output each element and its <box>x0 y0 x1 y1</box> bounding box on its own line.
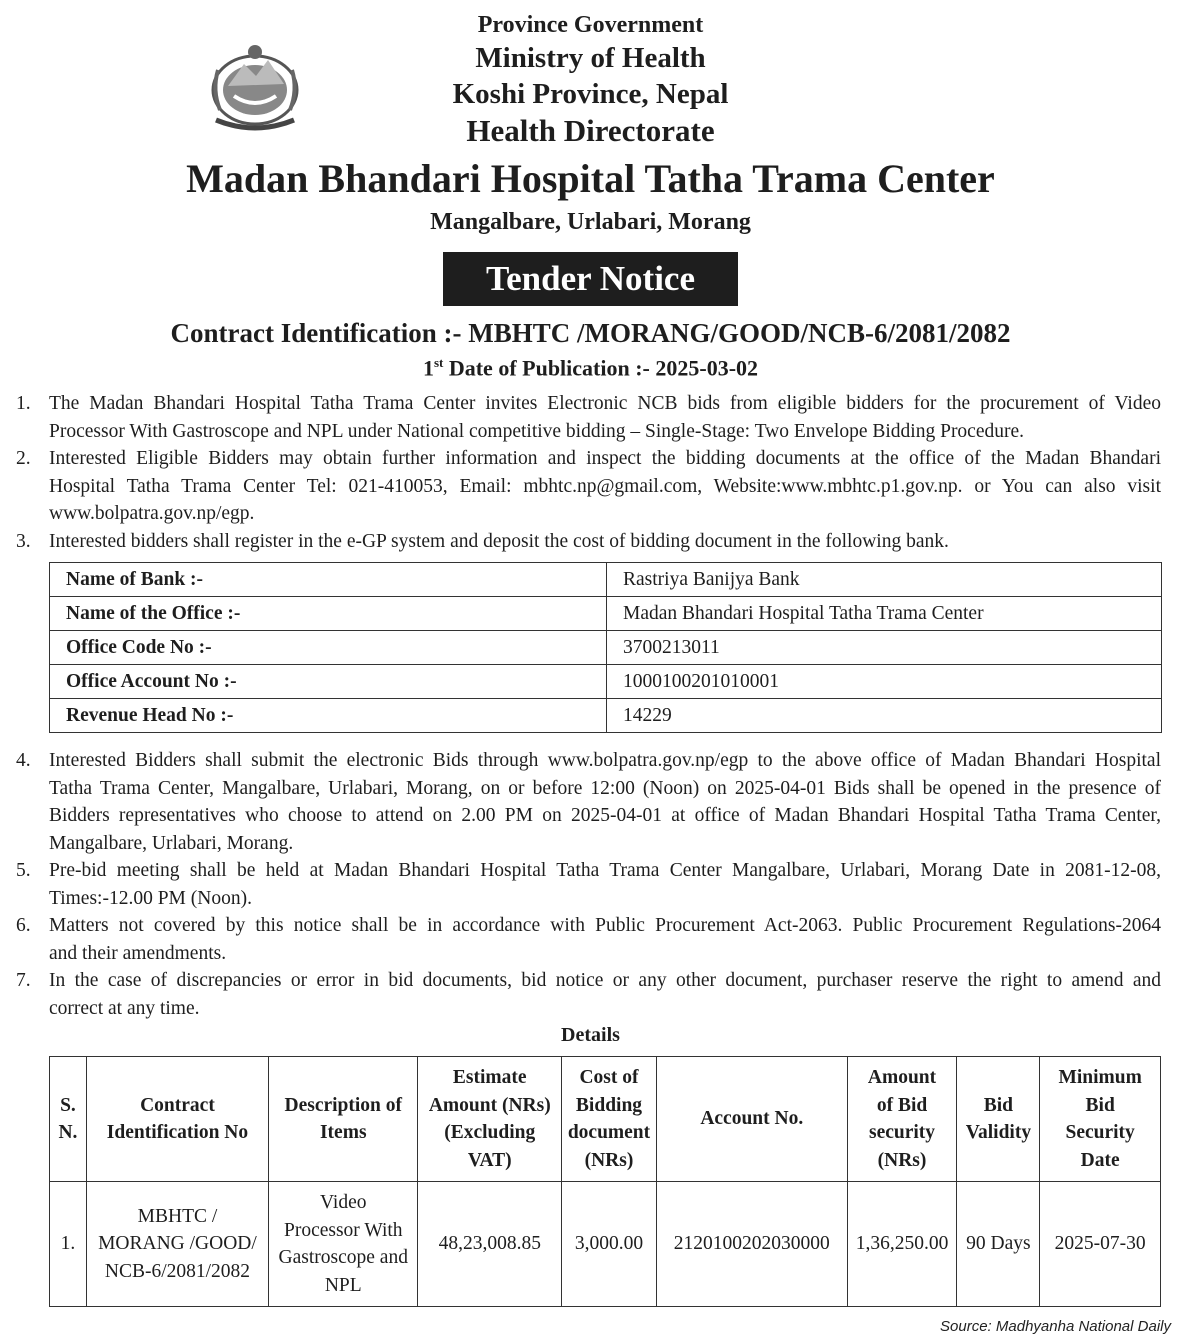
bank-table-row <box>50 631 1162 665</box>
details-column-header: S. N. <box>50 1057 87 1182</box>
province-heading: Koshi Province, Nepal <box>452 78 729 110</box>
details-column-header: Cost of Bidding document (NRs) <box>562 1057 657 1182</box>
province-government-heading: Province Government <box>477 12 704 38</box>
details-cell: 1,36,250.00 <box>847 1182 957 1307</box>
bank-field-value: 14229 <box>607 699 1162 733</box>
bank-field-label: Office Account No :- <box>50 665 607 699</box>
source-credit: Source: Madhyanha National Daily <box>940 1318 1171 1335</box>
bank-table-row <box>50 665 1162 699</box>
details-cell: Video Processor With Gastroscope and NPL <box>269 1182 418 1307</box>
details-column-header: Contract Identification No <box>86 1057 268 1182</box>
tender-notice-title: Tender Notice <box>443 252 738 306</box>
item-text <box>49 857 1161 912</box>
bank-field-label: Revenue Head No :- <box>50 699 607 733</box>
details-cell: MBHTC / MORANG /GOOD/ NCB-6/2081/2082 <box>86 1182 268 1307</box>
bank-table-row <box>50 597 1162 631</box>
details-cell: 1. <box>50 1182 87 1307</box>
bank-table-row <box>50 563 1162 597</box>
item-text <box>49 912 1161 967</box>
details-cell: 48,23,008.85 <box>418 1182 562 1307</box>
item-text-line: Interested bidders shall register in the e-GP system and deposit the cost of bidding document in the following bank. <box>49 531 949 552</box>
details-column-header: Estimate Amount (NRs) (Excluding VAT) <box>418 1057 562 1182</box>
directorate-heading: Health Directorate <box>466 113 715 148</box>
bank-field-value: Rastriya Banijya Bank <box>607 563 1162 597</box>
publication-date-line: 1st Date of Publication :- 2025-03-02 <box>422 355 759 381</box>
item-text-line: The Madan Bhandari Hospital Tatha Trama Center invites Electronic NCB bids from eligible bidders for the procurement of Video <box>49 393 1161 414</box>
bank-field-label: Name of Bank :- <box>50 563 607 597</box>
item-number: 6. <box>16 915 31 936</box>
item-text-line: correct at any time. <box>49 997 200 1019</box>
item-number: 1. <box>16 393 31 414</box>
item-text <box>49 528 1161 556</box>
item-text-line: Interested Eligible Bidders may obtain further information and inspect the bidding documents at the office of the Madan Bhandari <box>49 448 1161 469</box>
item-number: 2. <box>16 448 31 469</box>
item-number: 7. <box>16 970 31 991</box>
details-title: Details <box>561 1024 620 1046</box>
item-text <box>49 967 1161 1022</box>
hospital-name: Madan Bhandari Hospital Tatha Trama Center <box>186 156 995 201</box>
details-column-header: Description of Items <box>269 1057 418 1182</box>
item-text-line: www.bolpatra.gov.np/egp. <box>49 503 255 524</box>
bank-field-value: Madan Bhandari Hospital Tatha Trama Center <box>607 597 1162 631</box>
item-text-line: Bidders representatives who choose to attend on 2.00 PM on 2025-04-01 at office of Madan Bhandari Hospital Tatha Trama Center, <box>49 805 1161 826</box>
details-column-header: Amount of Bid security (NRs) <box>847 1057 957 1182</box>
details-column-header: Account No. <box>656 1057 847 1182</box>
item-text-line: Matters not covered by this notice shall be in accordance with Public Procurement Act-2063. Public Procurement Regulations-2064 <box>49 915 1161 936</box>
details-cell: 90 Days <box>957 1182 1040 1307</box>
ministry-heading: Ministry of Health <box>475 42 706 74</box>
contract-identification-line: Contract Identification :- MBHTC /MORANG/GOOD/NCB-6/2081/2082 <box>170 318 1011 348</box>
bank-field-label: Name of the Office :- <box>50 597 607 631</box>
details-header-row <box>50 1057 1161 1182</box>
details-table <box>49 1056 1161 1307</box>
hospital-address: Mangalbare, Urlabari, Morang <box>430 209 751 235</box>
item-text-line: In the case of discrepancies or error in bid documents, bid notice or any other document, purchaser reserve the right to amend and <box>49 970 1161 991</box>
item-text-line: Interested Bidders shall submit the electronic Bids through www.bolpatra.gov.np/egp to the above office of Madan Bhandari Hospital <box>49 750 1161 771</box>
table-row <box>50 1182 1161 1307</box>
bank-table-row <box>50 699 1162 733</box>
item-text-line: Processor With Gastroscope and NPL under National competitive bidding – Single-Stage: Two Envelope Bidding Procedure. <box>49 420 1025 442</box>
details-cell: 2120100202030000 <box>656 1182 847 1307</box>
item-number: 3. <box>16 531 31 552</box>
item-text <box>49 390 1161 445</box>
bank-field-value: 1000100201010001 <box>607 665 1162 699</box>
details-cell: 3,000.00 <box>562 1182 657 1307</box>
item-text-line: Mangalbare, Urlabari, Morang. <box>49 832 294 854</box>
bank-details-table <box>49 562 1162 733</box>
item-text <box>49 747 1161 857</box>
item-text-line: Hospital Tatha Trama Center Tel: 021-410053, Email: mbhtc.np@gmail.com, Website:www.mbhtc.p1.gov.np. or You can also visit <box>49 475 1161 497</box>
item-text-line: Times:-12.00 PM (Noon). <box>49 887 252 909</box>
details-column-header: Bid Validity <box>957 1057 1040 1182</box>
item-text-line: Pre-bid meeting shall be held at Madan Bhandari Hospital Tatha Trama Center Mangalbare, Urlabari, Morang Date in 2081-12-08, <box>49 860 1161 881</box>
bank-field-value: 3700213011 <box>607 631 1162 665</box>
details-column-header: Minimum Bid Security Date <box>1040 1057 1161 1182</box>
bank-field-label: Office Code No :- <box>50 631 607 665</box>
item-number: 5. <box>16 860 31 881</box>
item-text <box>49 445 1161 528</box>
item-number: 4. <box>16 750 31 771</box>
item-text-line: and their amendments. <box>49 942 227 964</box>
item-text-line: Tatha Trama Center, Mangalbare, Urlabari, Morang, on or before 12:00 (Noon) on 2025-04-01 Bids shall be opened in the presence of <box>49 777 1161 799</box>
details-cell: 2025-07-30 <box>1040 1182 1161 1307</box>
